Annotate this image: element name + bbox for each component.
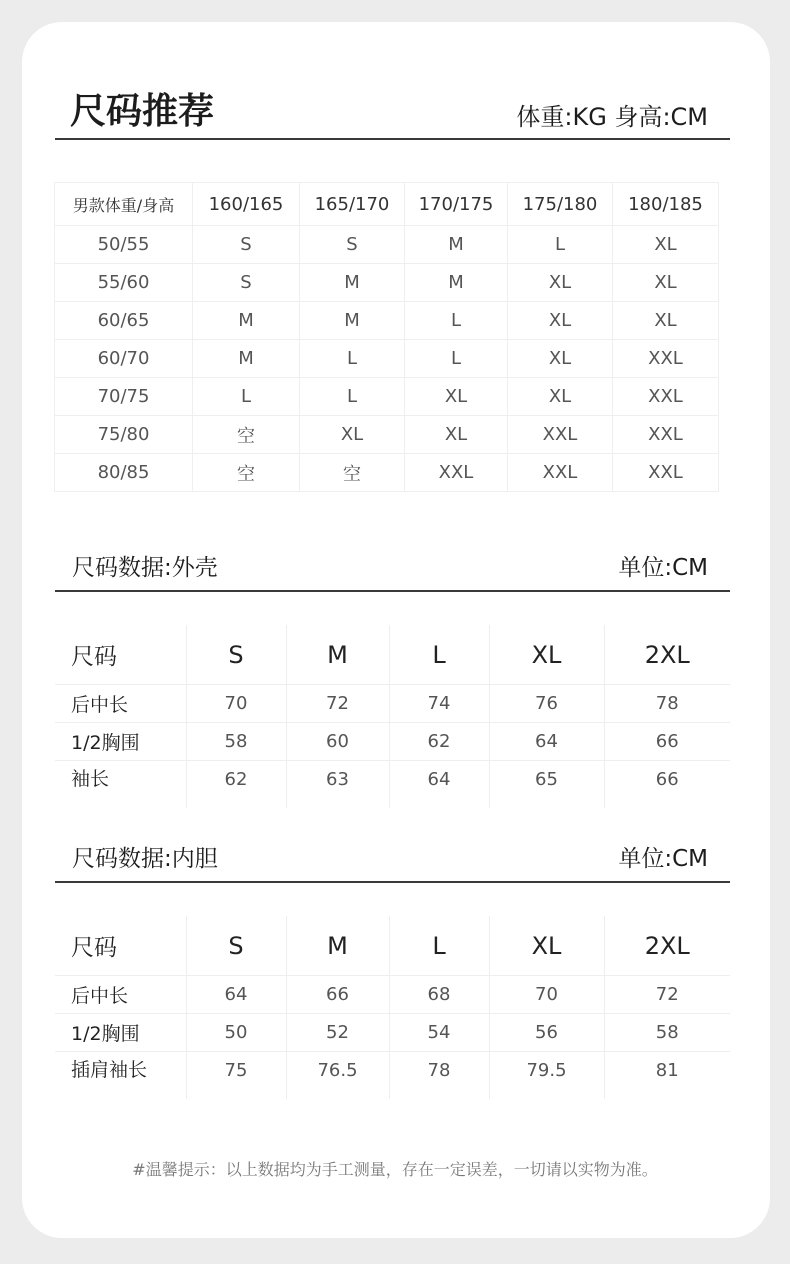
measure-value: 56 [489, 1014, 604, 1052]
measure-value: 70 [489, 976, 604, 1014]
measure-value: 76.5 [286, 1052, 389, 1100]
table-row [55, 685, 730, 723]
measure-value: 65 [489, 761, 604, 809]
weight-cell: 55/60 [55, 264, 193, 302]
size-cell: XXL [613, 340, 719, 378]
measure-value: 58 [604, 1014, 730, 1052]
size-cell: XL [300, 416, 405, 454]
measure-value: 74 [389, 685, 489, 723]
table-row [55, 226, 719, 264]
size-cell: L [193, 378, 300, 416]
size-header: L [389, 916, 489, 976]
size-cell: XXL [405, 454, 508, 492]
weight-cell: 60/70 [55, 340, 193, 378]
table-row [55, 761, 730, 809]
measure-value: 70 [186, 685, 286, 723]
size-cell: XL [508, 264, 613, 302]
measure-value: 68 [389, 976, 489, 1014]
size-header: 2XL [604, 916, 730, 976]
table-header-row [55, 625, 730, 685]
height-header: 170/175 [405, 183, 508, 226]
size-cell: 空 [193, 416, 300, 454]
size-cell: L [405, 302, 508, 340]
measure-value: 79.5 [489, 1052, 604, 1100]
size-cell: XL [613, 264, 719, 302]
measure-value: 50 [186, 1014, 286, 1052]
size-cell: XL [613, 226, 719, 264]
size-cell: XXL [508, 454, 613, 492]
measure-value: 58 [186, 723, 286, 761]
table-row [55, 378, 719, 416]
measure-value: 78 [604, 685, 730, 723]
table-row [55, 723, 730, 761]
size-cell: L [405, 340, 508, 378]
measure-value: 66 [604, 761, 730, 809]
height-header: 180/185 [613, 183, 719, 226]
measure-value: 62 [186, 761, 286, 809]
shell-size-table [55, 625, 730, 808]
weight-cell: 60/65 [55, 302, 193, 340]
size-cell: S [193, 226, 300, 264]
measure-label: 插肩袖长 [71, 1059, 148, 1081]
table-row [55, 1014, 730, 1052]
size-cell: XL [613, 302, 719, 340]
size-header: 2XL [604, 625, 730, 685]
measure-value: 72 [604, 976, 730, 1014]
measure-label: 1/2胸围 [55, 1014, 186, 1052]
size-cell: L [508, 226, 613, 264]
shell-unit-label: 单位:CM [618, 555, 708, 581]
height-header: 175/180 [508, 183, 613, 226]
size-cell: XL [508, 378, 613, 416]
units-label: 体重:KG 身高:CM [516, 103, 708, 131]
measure-value: 62 [389, 723, 489, 761]
size-cell: S [193, 264, 300, 302]
weight-cell: 50/55 [55, 226, 193, 264]
measure-value: 66 [604, 723, 730, 761]
table-row [55, 302, 719, 340]
title-divider [55, 138, 730, 140]
size-cell: XXL [613, 378, 719, 416]
size-cell: M [405, 226, 508, 264]
size-cell: M [405, 264, 508, 302]
measure-value: 78 [389, 1052, 489, 1100]
size-cell: M [300, 302, 405, 340]
measure-value: 76 [489, 685, 604, 723]
table-row [55, 264, 719, 302]
size-header: M [286, 916, 389, 976]
measure-value: 72 [286, 685, 389, 723]
shell-divider [55, 590, 730, 592]
weight-cell: 70/75 [55, 378, 193, 416]
size-cell: XXL [613, 454, 719, 492]
liner-section-title: 尺码数据:内胆 [72, 846, 218, 872]
measure-value: 75 [186, 1052, 286, 1100]
measure-value: 60 [286, 723, 389, 761]
table-row [55, 976, 730, 1014]
table-row [55, 454, 719, 492]
weight-cell: 75/80 [55, 416, 193, 454]
size-cell: XL [405, 378, 508, 416]
size-cell: L [300, 340, 405, 378]
measure-label: 1/2胸围 [55, 723, 186, 761]
measure-value: 64 [186, 976, 286, 1014]
size-cell: 空 [193, 454, 300, 492]
size-cell: XL [508, 340, 613, 378]
size-header: S [186, 916, 286, 976]
size-cell: M [193, 302, 300, 340]
table-row [55, 416, 719, 454]
weight-cell: 80/85 [55, 454, 193, 492]
corner-cell: 男款体重/身高 [55, 183, 193, 226]
height-header: 160/165 [193, 183, 300, 226]
measure-value: 66 [286, 976, 389, 1014]
table-header-row [55, 916, 730, 976]
liner-size-table [55, 916, 730, 1099]
measure-label: 后中长 [55, 976, 186, 1014]
size-header: XL [489, 625, 604, 685]
size-cell: S [300, 226, 405, 264]
table-header-row [55, 183, 719, 226]
liner-divider [55, 881, 730, 883]
footer-note: #温馨提示：以上数据均为手工测量，存在一定误差，一切请以实物为准。 [132, 1160, 658, 1179]
size-header-label: 尺码 [55, 916, 186, 976]
measure-value: 64 [489, 723, 604, 761]
shell-section-title: 尺码数据:外壳 [72, 555, 218, 581]
size-recommendation-table [54, 182, 719, 492]
size-header-label: 尺码 [55, 625, 186, 685]
table-row [55, 1052, 730, 1100]
measure-label: 后中长 [55, 685, 186, 723]
page-title: 尺码推荐 [70, 91, 215, 132]
measure-value: 63 [286, 761, 389, 809]
measure-label: 袖长 [71, 768, 110, 790]
table-row [55, 340, 719, 378]
size-cell: 空 [300, 454, 405, 492]
size-cell: XL [508, 302, 613, 340]
size-cell: XXL [508, 416, 613, 454]
measure-value: 64 [389, 761, 489, 809]
size-cell: L [300, 378, 405, 416]
size-header: L [389, 625, 489, 685]
size-cell: M [193, 340, 300, 378]
height-header: 165/170 [300, 183, 405, 226]
liner-unit-label: 单位:CM [618, 846, 708, 872]
size-cell: XXL [613, 416, 719, 454]
measure-value: 54 [389, 1014, 489, 1052]
size-cell: M [300, 264, 405, 302]
size-header: XL [489, 916, 604, 976]
size-header: S [186, 625, 286, 685]
size-header: M [286, 625, 389, 685]
measure-value: 52 [286, 1014, 389, 1052]
measure-value: 81 [604, 1052, 730, 1100]
size-cell: XL [405, 416, 508, 454]
